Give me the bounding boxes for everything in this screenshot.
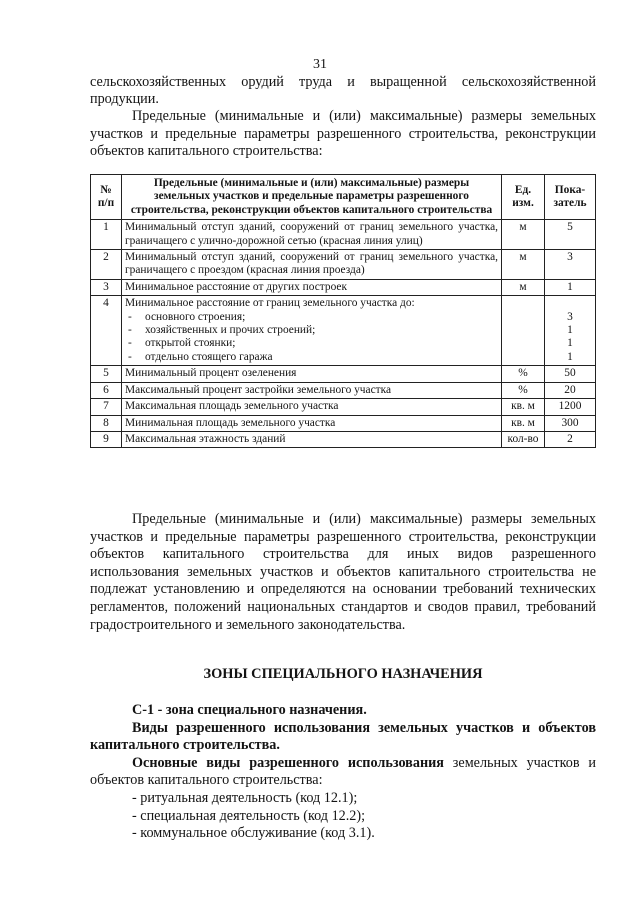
intro-text — [90, 74, 596, 160]
row-name: Максимальный процент застройки земельного участка — [122, 382, 502, 398]
row-num: 6 — [91, 382, 122, 398]
subitem-label: - открытой стоянки; — [125, 337, 498, 350]
header-unit: Ед. изм. — [502, 175, 545, 220]
row-name-with-subitems — [122, 296, 502, 366]
row-num: 9 — [91, 431, 122, 447]
section-heading: ЗОНЫ СПЕЦИАЛЬНОГО НАЗНАЧЕНИЯ — [203, 666, 483, 682]
header-name: Предельные (минимальные и (или) максимальные) размеры земельных участков и предельные параметры разрешенного строительства, реконструкции объектов капитального строительства — [122, 175, 502, 220]
table-row — [91, 220, 596, 250]
row-value: 3 — [545, 250, 596, 280]
row-name: Минимальная площадь земельного участка — [122, 415, 502, 431]
table-row — [91, 431, 596, 447]
row-value: 1200 — [545, 399, 596, 415]
row-value: 300 — [545, 415, 596, 431]
subitem-list — [125, 311, 498, 365]
row-name: Минимальный отступ зданий, сооружений от границ земельного участка, граничащего с проездом (красная линия проезда) — [122, 250, 502, 280]
subitem-label: - отдельно стоящего гаража — [125, 351, 498, 364]
row-num: 3 — [91, 279, 122, 295]
row-value: 20 — [545, 382, 596, 398]
page-number: 31 — [313, 57, 327, 72]
row-num: 4 — [91, 296, 122, 366]
header-num: № п/п — [91, 175, 122, 220]
row-unit: м — [502, 250, 545, 280]
subitem-label: - основного строения; — [125, 311, 498, 324]
subitem-value: 1 — [567, 337, 573, 350]
main-kinds-rest: земельных участков и объектов капитального строительства: — [90, 754, 596, 789]
after-table-text — [90, 511, 596, 634]
row-unit: % — [502, 366, 545, 382]
row-value: 5 — [545, 220, 596, 250]
row-num: 5 — [91, 366, 122, 382]
row-unit: % — [502, 382, 545, 398]
row-num: 7 — [91, 399, 122, 415]
table-row — [91, 382, 596, 398]
intro-paragraph: Предельные (минимальные и (или) максимальные) размеры земельных участков и предельные параметры разрешенного строительства, реконструкции объектов капитального строительства: — [90, 108, 596, 159]
parameters-table — [90, 174, 596, 448]
row-value: 2 — [545, 431, 596, 447]
subitem-value: 3 — [567, 310, 573, 323]
main-kinds-bold: Основные виды разрешенного использования — [132, 754, 444, 771]
list-item: - специальная деятельность (код 12.2); — [132, 807, 366, 824]
list-item: - коммунальное обслуживание (код 3.1). — [132, 825, 375, 842]
row-unit: м — [502, 220, 545, 250]
table-row — [91, 366, 596, 382]
row-value-header — [548, 297, 592, 310]
header-value: Пока-затель — [545, 175, 596, 220]
row-num: 2 — [91, 250, 122, 280]
table-row — [91, 279, 596, 295]
row-unit: м — [502, 279, 545, 295]
zone-section — [90, 702, 596, 843]
row-unit: кв. м — [502, 399, 545, 415]
intro-line: сельскохозяйственных орудий труда и выращенной сельскохозяйственной продукции. — [90, 74, 596, 108]
row-num: 8 — [91, 415, 122, 431]
zone-title: С-1 - зона специального назначения. — [132, 702, 367, 718]
kinds-heading: Виды разрешенного использования земельных участков и объектов капитального строительства. — [90, 719, 596, 754]
table-row — [91, 415, 596, 431]
after-table-paragraph: Предельные (минимальные и (или) максимальные) размеры земельных участков и предельные параметры разрешенного строительства, реконструкции объектов капитального строительства для иных видов разрешенного использования земельных участков и объектов капитального строительства не подлежат установлению и определяются на основании требований технических регламентов, положений национальных стандартов и сводов правил, требований градостроительного и земельного законодательства. — [90, 511, 596, 633]
row-name: Минимальное расстояние от других построек — [122, 279, 502, 295]
row-unit: кв. м — [502, 415, 545, 431]
table-row — [91, 296, 596, 366]
main-kinds-paragraph — [90, 755, 596, 790]
row-name: Максимальная этажность зданий — [122, 431, 502, 447]
row-num: 1 — [91, 220, 122, 250]
row-value: 1 — [545, 279, 596, 295]
subitem-label: - хозяйственных и прочих строений; — [125, 324, 498, 337]
row-name: Минимальный отступ зданий, сооружений от границ земельного участка, граничащего с улично-дорожной сетью (красная линия улиц) — [122, 220, 502, 250]
row-name: Минимальное расстояние от границ земельного участка до: — [125, 297, 415, 310]
subitem-value: 1 — [567, 350, 573, 363]
row-name: Максимальная площадь земельного участка — [122, 399, 502, 415]
list-item: - ритуальная деятельность (код 12.1); — [132, 789, 358, 806]
table-row — [91, 250, 596, 280]
table-header-row — [91, 175, 596, 220]
row-name: Минимальный процент озеленения — [122, 366, 502, 382]
table-row — [91, 399, 596, 415]
row-values — [545, 296, 596, 366]
row-unit: кол-во — [502, 431, 545, 447]
row-value: 50 — [545, 366, 596, 382]
subitem-value: 1 — [567, 324, 573, 337]
row-unit — [502, 296, 545, 366]
